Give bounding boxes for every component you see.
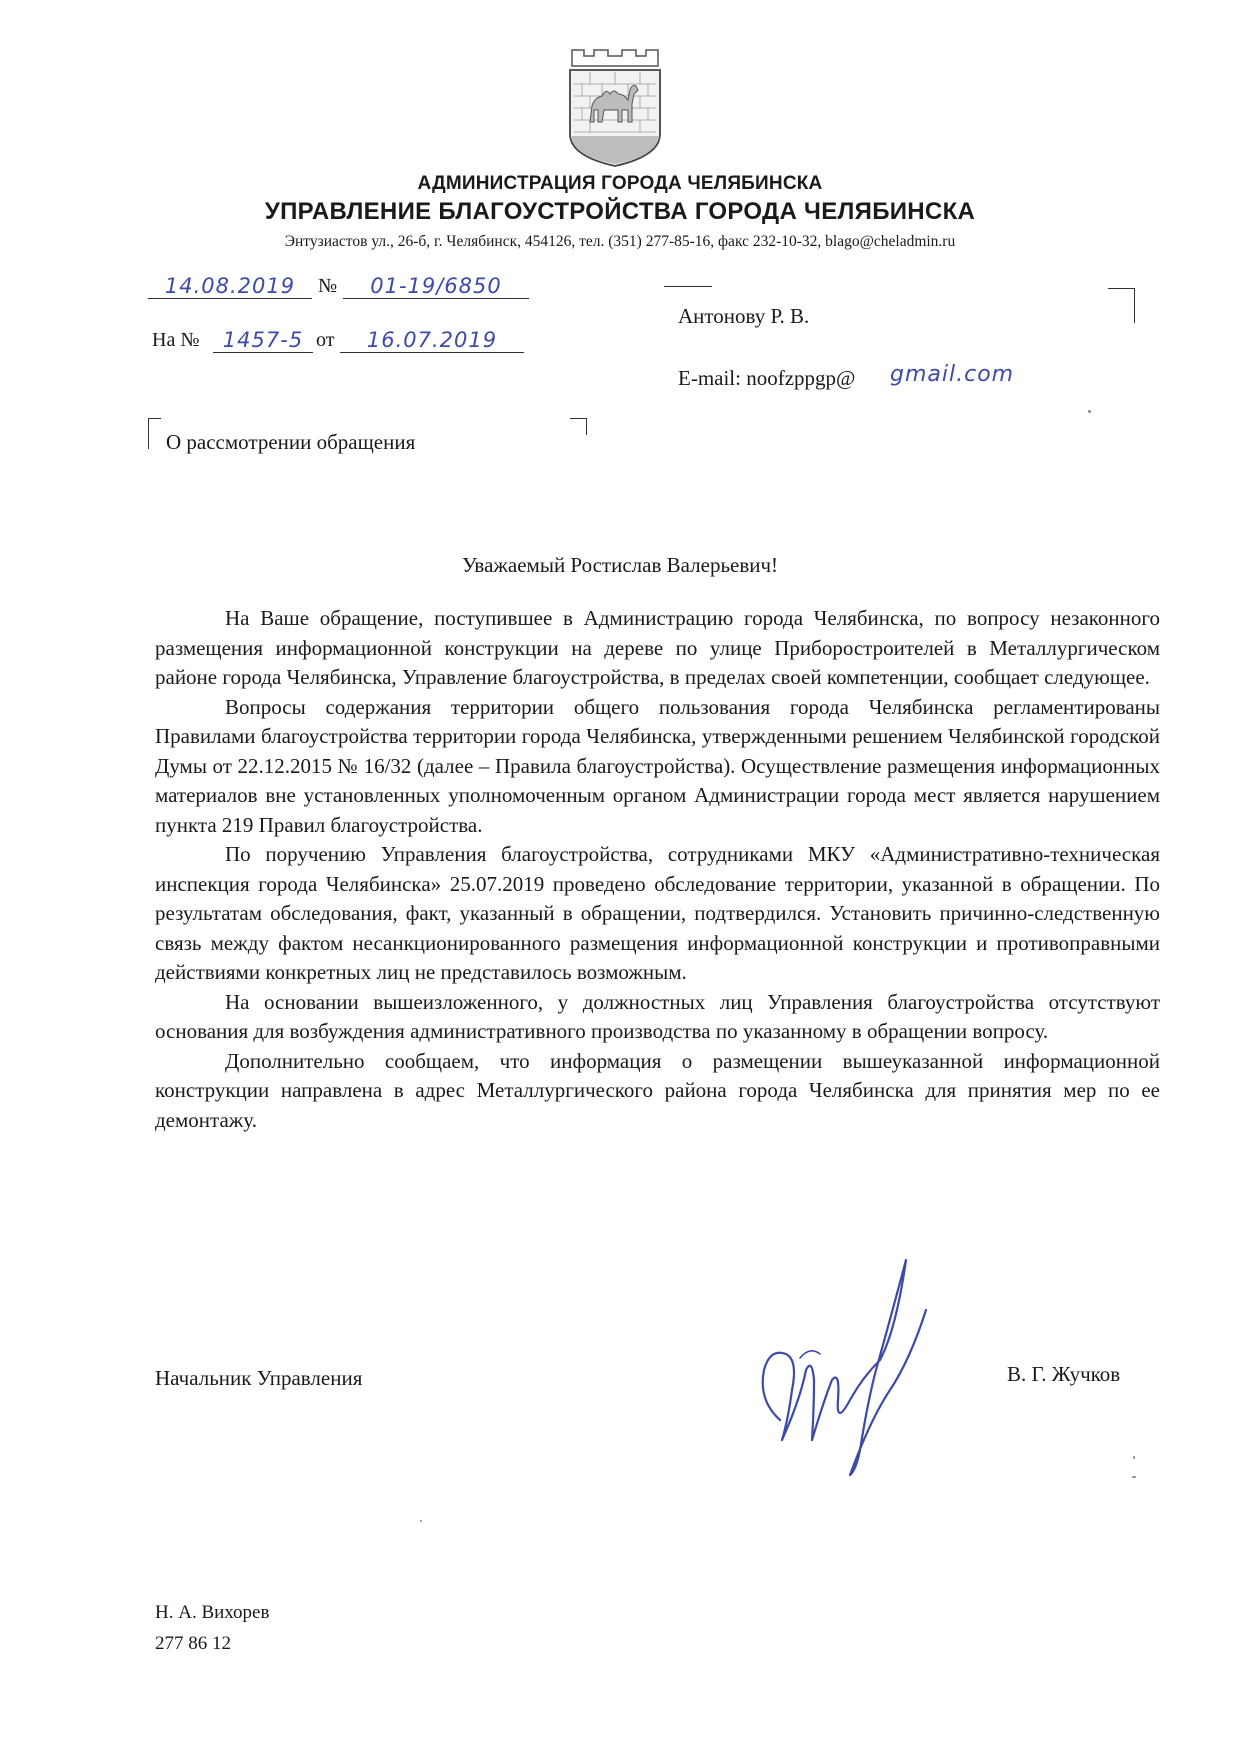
organization-name: АДМИНИСТРАЦИЯ ГОРОДА ЧЕЛЯБИНСКА — [417, 173, 823, 194]
paragraph: Вопросы содержания территории общего пользования города Челябинска регламентированы Правилами благоустройства территории города Челябинска, утвержденными решением Челябинской городской Думы от 22.12.2015 № 16/32 (далее – Правила благоустройства). Осуществление размещения информационных материалов вне установленных уполномоченным органом Администрации города мест является нарушением пункта 219 Правил благоустройства. — [155, 694, 1160, 837]
camel-emblem-icon — [560, 44, 670, 170]
outgoing-number-field: 01-19/6850 — [343, 274, 529, 299]
paragraph: На Ваше обращение, поступившее в Администрацию города Челябинска, по вопросу незаконного размещения информационной конструкции на дереве по улице Приборостроителей в Металлургическом районе города Челябинска, Управление благоустройства, в пределах своей компетенции, сообщает следующее. — [155, 606, 1160, 689]
incoming-number-field: 1457-5 — [213, 328, 313, 353]
paragraph: На основании вышеизложенного, у должностных лиц Управления благоустройства отсутствуют основания для возбуждения административного производства по указанному в обращении вопросу. — [155, 989, 1160, 1043]
paragraph: Дополнительно сообщаем, что информация о размещении вышеуказанной информационной конструкции направлена в адрес Металлургического района города Челябинска для принятия мер по ее демонтажу. — [155, 1048, 1160, 1132]
signatory-title: Начальник Управления — [155, 1366, 363, 1390]
incoming-date-field: 16.07.2019 — [340, 328, 524, 353]
scan-speck — [420, 1520, 422, 1522]
outgoing-date-field: 14.08.2019 — [148, 274, 312, 299]
outgoing-number-label: № — [318, 275, 338, 297]
scan-speck — [1132, 1476, 1136, 1478]
subject-corner-mark-right — [570, 418, 587, 435]
subject-corner-mark-left — [148, 418, 161, 449]
signature-icon — [740, 1250, 950, 1480]
recipient-email-label: E-mail: noofzppgp@ — [678, 366, 856, 390]
recipient-email-handwritten: gmail.com — [890, 362, 1015, 387]
paragraph: По поручению Управления благоустройства, сотрудниками МКУ «Административно-техническая инспекция города Челябинска» 25.07.2019 проведено обследование территории, указанной в обращении. По результатам обследования, факт, указанный в обращении, подтвердился. Установить причинно-следственную связь между фактом несанкционированного размещения информационной конструкции и противоправными действиями конкретных лиц не представилось возможным. — [155, 842, 1160, 984]
scan-speck — [1088, 410, 1091, 413]
signatory-name: В. Г. Жучков — [1007, 1362, 1121, 1386]
recipient-corner-mark-right — [1108, 288, 1135, 323]
incoming-date-label: от — [316, 329, 335, 351]
handwritten-signature — [740, 1250, 950, 1480]
greeting: Уважаемый Ростислав Валерьевич! — [461, 553, 779, 577]
scan-speck — [1133, 1456, 1135, 1459]
incoming-number-label: На № — [152, 329, 200, 351]
recipient-name: Антонову Р. В. — [678, 304, 810, 328]
letter-subject: О рассмотрении обращения — [166, 430, 416, 454]
department-name: УПРАВЛЕНИЕ БЛАГОУСТРОЙСТВА ГОРОДА ЧЕЛЯБИНСКА — [264, 198, 976, 225]
executor-phone: 277 86 12 — [155, 1633, 231, 1654]
executor-name: Н. А. Вихорев — [155, 1602, 270, 1623]
recipient-corner-mark-left — [664, 286, 712, 287]
letter-body — [155, 604, 1160, 1135]
coat-of-arms-emblem — [560, 44, 670, 170]
organization-contacts: Энтузиастов ул., 26-б, г. Челябинск, 454126, тел. (351) 277-85-16, факс 232-10-32, blago@cheladmin.ru — [284, 233, 956, 250]
